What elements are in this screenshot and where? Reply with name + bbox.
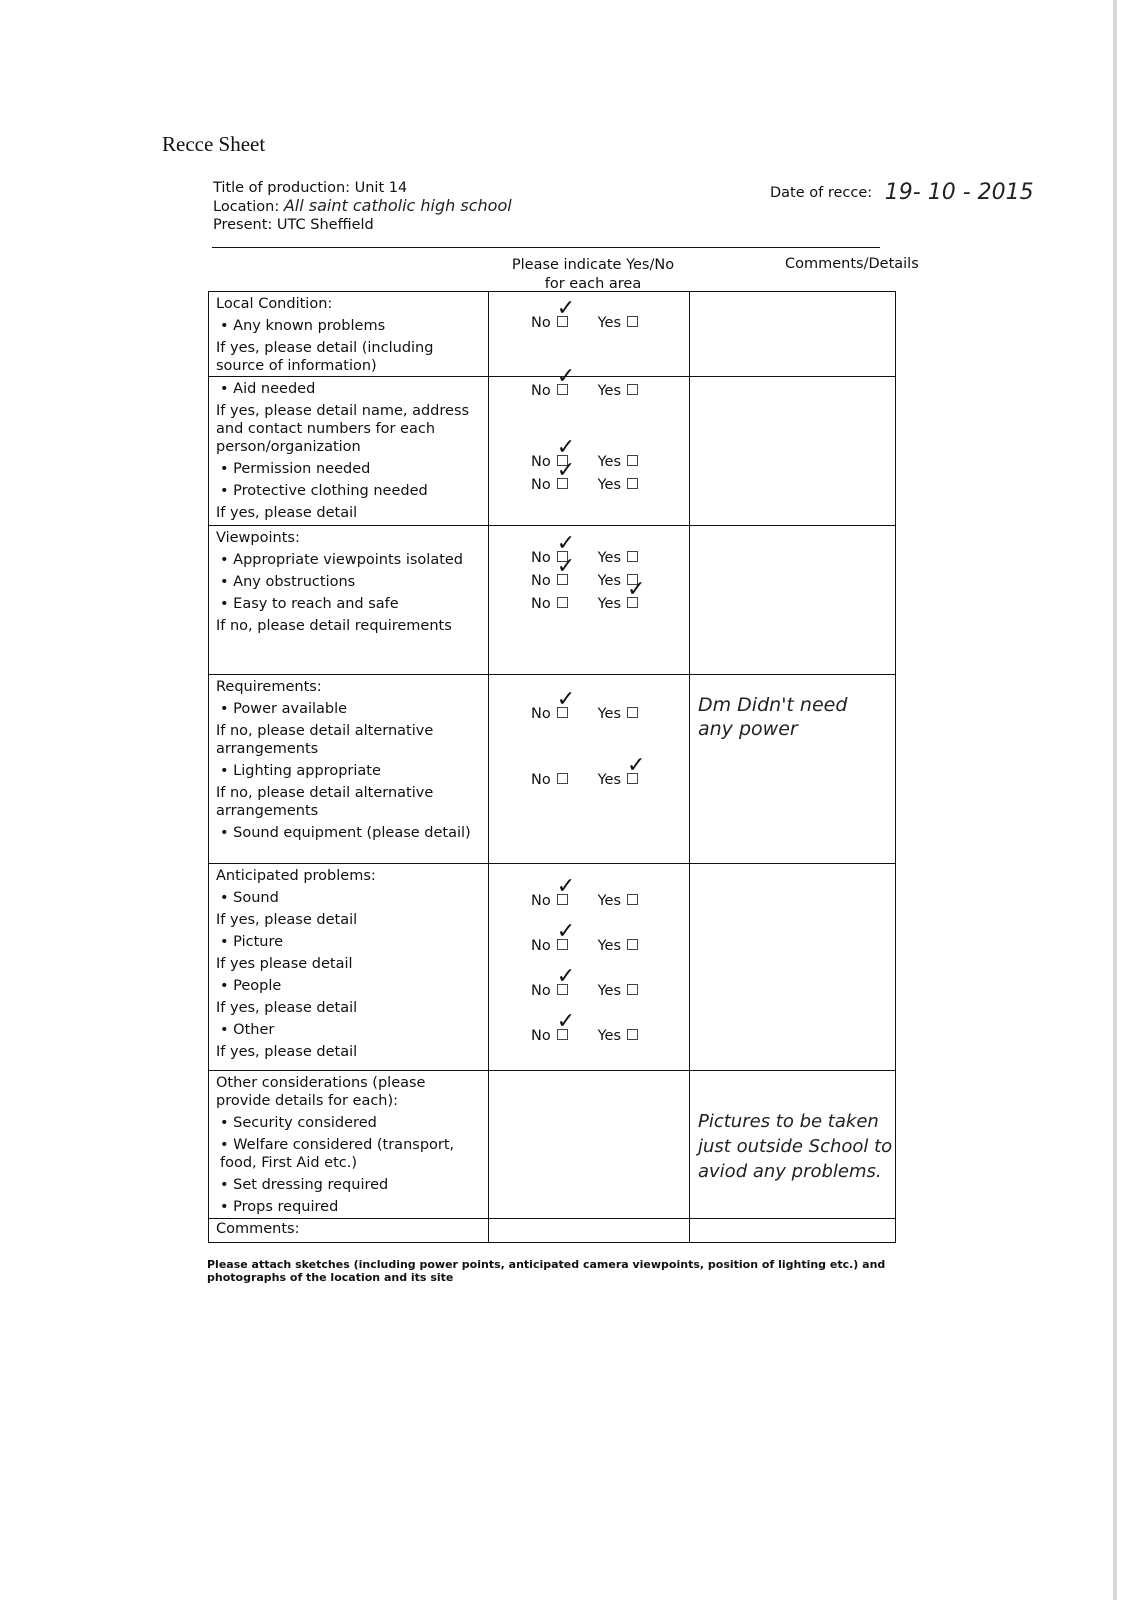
- no-label: No: [531, 315, 551, 331]
- title-value: Unit 14: [354, 180, 408, 196]
- other-comment: Pictures to be taken just outside School to aviod any problems.: [698, 1111, 893, 1182]
- no-label: No: [531, 454, 551, 470]
- yes-label: Yes: [597, 454, 622, 470]
- local-condition-cell: [209, 292, 489, 377]
- no-label: No: [531, 383, 551, 399]
- yes-checkbox[interactable]: [627, 455, 638, 466]
- picture-answer[interactable]: [531, 919, 638, 955]
- title-label: Title of production:: [213, 180, 351, 196]
- page-title: Recce Sheet: [162, 132, 266, 156]
- yes-label: Yes: [597, 315, 622, 331]
- yes-checkbox[interactable]: [627, 894, 638, 905]
- tick-icon: ✓: [556, 1009, 576, 1034]
- power-available-label: • Power available: [220, 701, 348, 717]
- yes-label: Yes: [597, 383, 622, 399]
- local-answers-cell: [489, 292, 690, 377]
- aid-cell: [209, 377, 489, 526]
- other-comments-cell: [690, 1071, 896, 1219]
- lighting-answer[interactable]: [531, 753, 646, 789]
- known-problems-note: If yes, please detail (including source of information): [216, 340, 434, 374]
- set-dressing-label: • Set dressing required: [220, 1177, 389, 1193]
- viewpoints-cell: [209, 526, 489, 675]
- welfare-label: • Welfare considered (transport, food, First Aid etc.): [220, 1137, 455, 1171]
- yes-checkbox[interactable]: [627, 1029, 638, 1040]
- aid-answers-cell: [489, 364, 690, 526]
- yes-checkbox[interactable]: [627, 384, 638, 395]
- requirements-comments-cell: [690, 675, 896, 864]
- yes-label: Yes: [597, 706, 622, 722]
- production-info: [213, 179, 512, 234]
- row-other-considerations: [209, 1071, 896, 1219]
- sound-equipment-label: • Sound equipment (please detail): [220, 825, 471, 841]
- yes-checkbox[interactable]: [627, 551, 638, 562]
- recce-table: [208, 291, 896, 1243]
- yes-label: Yes: [597, 893, 622, 909]
- tick-icon: ✓: [556, 919, 576, 944]
- location: [213, 197, 512, 216]
- yes-checkbox[interactable]: [627, 316, 638, 327]
- tick-icon: ✓: [556, 874, 576, 899]
- tick-icon: ✓: [556, 296, 576, 321]
- yes-label: Yes: [597, 596, 622, 612]
- people-answer[interactable]: [531, 964, 638, 1000]
- date-of-recce: [770, 178, 1034, 203]
- no-checkbox[interactable]: [557, 773, 568, 784]
- title-of-production: [213, 179, 512, 197]
- yes-checkbox[interactable]: [627, 939, 638, 950]
- no-label: No: [531, 573, 551, 589]
- other-heading: Other considerations (please provide details for each):: [216, 1075, 426, 1109]
- aid-needed-note: If yes, please detail name, address and contact numbers for each person/organization: [216, 403, 470, 455]
- footer-instructions: Please attach sketches (including power points, anticipated camera viewpoints, position of lighting etc.) and photographs of the location and its site: [207, 1258, 886, 1284]
- picture-note: If yes please detail: [216, 956, 353, 972]
- viewpoints-heading: Viewpoints:: [216, 530, 300, 546]
- known-problems-answer[interactable]: [531, 296, 638, 332]
- other-note: If yes, please detail: [216, 1044, 358, 1060]
- no-label: No: [531, 983, 551, 999]
- permission-needed-answer[interactable]: [531, 435, 638, 471]
- yes-label: Yes: [597, 573, 622, 589]
- yes-label: Yes: [597, 477, 622, 493]
- protective-clothing-label: • Protective clothing needed: [220, 483, 428, 499]
- row-requirements: [209, 675, 896, 864]
- present-value: UTC Sheffield: [276, 217, 374, 233]
- row-aid: [209, 377, 896, 526]
- comments-answer-cell: [489, 1219, 690, 1243]
- easy-reach-note: If no, please detail requirements: [216, 618, 452, 634]
- other-label: • Other: [220, 1022, 275, 1038]
- anticipated-heading: Anticipated problems:: [216, 868, 376, 884]
- no-checkbox[interactable]: [557, 597, 568, 608]
- tick-icon: ✓: [556, 364, 576, 389]
- known-problems-label: • Any known problems: [220, 318, 386, 334]
- other-considerations-cell: [209, 1071, 489, 1219]
- tick-icon: ✓: [556, 435, 576, 460]
- easy-reach-answer[interactable]: [531, 577, 646, 613]
- people-label: • People: [220, 978, 282, 994]
- requirements-cell: [209, 675, 489, 864]
- people-note: If yes, please detail: [216, 1000, 358, 1016]
- sound-answer[interactable]: [531, 874, 638, 910]
- aid-comments-cell: [690, 377, 896, 526]
- requirements-heading: Requirements:: [216, 679, 322, 695]
- header-rule: [212, 247, 880, 248]
- tick-icon: ✓: [556, 458, 576, 483]
- yes-label: Yes: [597, 938, 622, 954]
- no-label: No: [531, 550, 551, 566]
- location-label: Location:: [213, 199, 280, 215]
- viewpoints-answers-cell: [489, 526, 690, 675]
- tick-icon: ✓: [556, 554, 576, 579]
- indicate-header: Please indicate Yes/No for each area: [511, 257, 675, 292]
- date-label: Date of recce:: [770, 185, 873, 201]
- props-label: • Props required: [220, 1199, 339, 1215]
- location-value: All saint catholic high school: [283, 196, 512, 215]
- row-anticipated: [209, 864, 896, 1071]
- yes-checkbox[interactable]: [627, 707, 638, 718]
- row-local-condition: [209, 292, 896, 377]
- protective-clothing-note: If yes, please detail: [216, 505, 358, 521]
- protective-clothing-answer[interactable]: [531, 458, 638, 494]
- power-available-answer[interactable]: [531, 687, 638, 723]
- other-answers-cell: [489, 1071, 690, 1219]
- comments-detail-cell: [690, 1219, 896, 1243]
- lighting-label: • Lighting appropriate: [220, 763, 381, 779]
- yes-label: Yes: [597, 1028, 622, 1044]
- viewpoints-isolated-label: • Appropriate viewpoints isolated: [220, 552, 464, 568]
- obstructions-label: • Any obstructions: [220, 574, 356, 590]
- no-label: No: [531, 772, 551, 788]
- no-label: No: [531, 706, 551, 722]
- present: [213, 216, 512, 234]
- permission-needed-label: • Permission needed: [220, 461, 371, 477]
- no-label: No: [531, 893, 551, 909]
- sound-note: If yes, please detail: [216, 912, 358, 928]
- lighting-note: If no, please detail alternative arrangements: [216, 785, 434, 819]
- yes-label: Yes: [597, 772, 622, 788]
- tick-icon: ✓: [556, 531, 576, 556]
- row-comments: [209, 1219, 896, 1243]
- anticipated-cell: [209, 864, 489, 1071]
- easy-reach-label: • Easy to reach and safe: [220, 596, 399, 612]
- yes-checkbox[interactable]: [627, 478, 638, 489]
- no-label: No: [531, 938, 551, 954]
- anticipated-comments-cell: [690, 864, 896, 1071]
- row-viewpoints: [209, 526, 896, 675]
- no-label: No: [531, 1028, 551, 1044]
- other-answer[interactable]: [531, 1009, 638, 1045]
- requirements-comment: Dm Didn't need any power: [698, 694, 848, 740]
- tick-icon: ✓: [627, 753, 646, 778]
- anticipated-answers-cell: [489, 864, 690, 1071]
- security-label: • Security considered: [220, 1115, 377, 1131]
- picture-label: • Picture: [220, 934, 284, 950]
- yes-label: Yes: [597, 983, 622, 999]
- tick-icon: ✓: [556, 687, 576, 712]
- comments-header: Comments/Details: [785, 256, 919, 272]
- comments-cell: [209, 1219, 489, 1243]
- aid-needed-label: • Aid needed: [220, 381, 316, 397]
- obstructions-answer[interactable]: [531, 554, 638, 590]
- no-label: No: [531, 596, 551, 612]
- requirements-answers-cell: [489, 675, 690, 864]
- sound-label: • Sound: [220, 890, 279, 906]
- viewpoints-comments-cell: [690, 526, 896, 675]
- local-heading: Local Condition:: [216, 296, 333, 312]
- tick-icon: ✓: [556, 964, 576, 989]
- page-edge-shadow: [1113, 0, 1117, 1600]
- local-comments-cell: [690, 292, 896, 377]
- date-value: 19- 10 - 2015: [884, 180, 1034, 205]
- power-available-note: If no, please detail alternative arrangements: [216, 723, 434, 757]
- yes-label: Yes: [597, 550, 622, 566]
- yes-checkbox[interactable]: [627, 984, 638, 995]
- viewpoints-isolated-answer[interactable]: [531, 531, 638, 567]
- no-label: No: [531, 477, 551, 493]
- aid-needed-answer[interactable]: [531, 364, 638, 400]
- comments-label: Comments:: [216, 1221, 300, 1237]
- present-label: Present:: [213, 217, 273, 233]
- tick-icon: ✓: [627, 577, 646, 602]
